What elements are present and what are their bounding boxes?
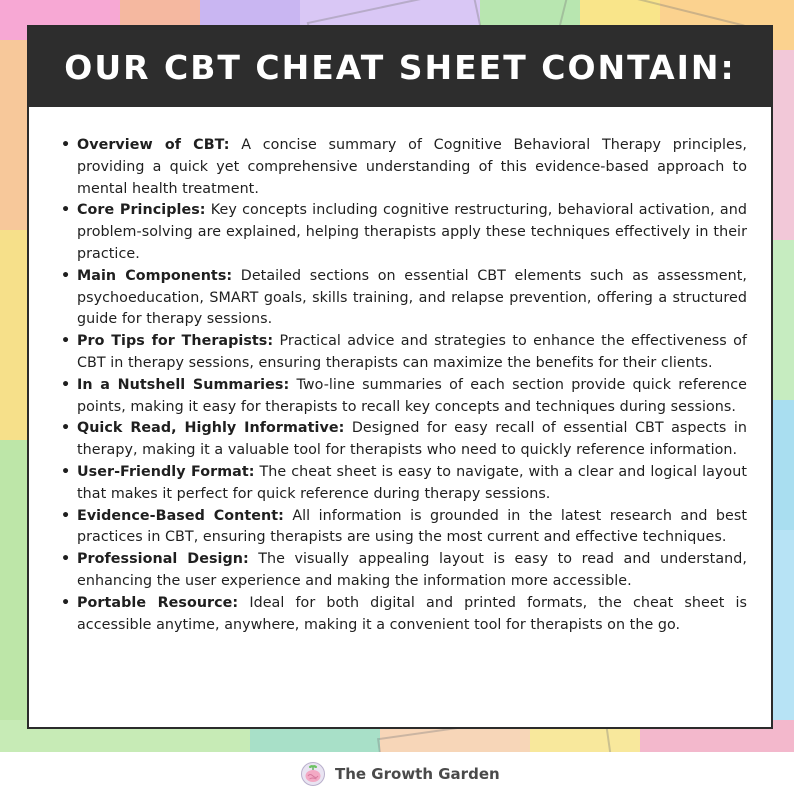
bullet-icon: •: [61, 267, 71, 284]
content-card: [27, 25, 773, 729]
feature-description: A concise summary of Cognitive Behavioral Therapy principles, providing a quick yet comprehensive understanding of this evidence-based approach to mental health treatment.: [77, 137, 747, 197]
bullet-icon: •: [61, 594, 71, 611]
list-item: [59, 135, 747, 200]
feature-description: The visually appealing layout is easy to read and understand, enhancing the user experience and making the information more accessible.: [77, 551, 747, 589]
list-item: [59, 266, 747, 331]
feature-description: Two-line summaries of each section provide quick reference points, making it easy for therapists to recall key concepts and techniques during sessions.: [77, 376, 748, 415]
list-item: [59, 375, 747, 419]
brand: [301, 761, 500, 787]
feature-description: Ideal for both digital and printed formats, the cheat sheet is accessible anytime, anywhere, making it a convenient tool for therapists on the go.: [77, 594, 747, 633]
bullet-icon: •: [61, 137, 71, 153]
feature-list: [59, 135, 747, 636]
feature-term: Evidence-Based Content:: [77, 507, 284, 524]
feature-description: Key concepts including cognitive restructuring, behavioral activation, and problem-solving are explained, helping therapists apply these techniques effectively in their practice.: [77, 202, 747, 262]
list-item: [59, 418, 747, 462]
feature-description: Practical advice and strategies to enhance the effectiveness of CBT in therapy sessions, ensuring therapists can maximize the benefits for their clients.: [77, 333, 747, 371]
bullet-icon: •: [61, 551, 71, 568]
bullet-icon: •: [61, 420, 71, 437]
list-item: [59, 462, 747, 506]
list-item: [59, 506, 747, 550]
list-item: [59, 331, 747, 375]
list-item: [59, 200, 747, 265]
feature-description: The cheat sheet is easy to navigate, with a clear and logical layout that makes it perfect for quick reference during therapy sessions.: [77, 463, 747, 502]
feature-term: Pro Tips for Therapists:: [77, 333, 274, 350]
feature-description: All information is grounded in the latest research and best practices in CBT, ensuring therapists are using the most current and effective techniques.: [77, 507, 747, 546]
title-banner: [29, 27, 771, 107]
bullet-icon: •: [61, 463, 71, 480]
page-title: OUR CBT CHEAT SHEET CONTAIN:: [64, 47, 736, 87]
feature-term: Quick Read, Highly Informative:: [77, 420, 345, 437]
bullet-icon: •: [61, 202, 71, 219]
feature-term: Core Principles:: [77, 202, 206, 219]
feature-term: Portable Resource:: [77, 594, 239, 611]
bullet-icon: •: [61, 376, 71, 393]
list-item: [59, 593, 747, 637]
bullet-icon: •: [61, 507, 71, 524]
feature-description: Detailed sections on essential CBT elements such as assessment, psychoeducation, SMART goals, skills training, and relapse prevention, offering a structured guide for therapy sessions.: [77, 267, 747, 328]
brain-sprout-icon: [301, 762, 325, 786]
feature-term: Professional Design:: [77, 551, 249, 568]
feature-term: Main Components:: [77, 267, 233, 284]
feature-term: Overview of CBT:: [77, 137, 230, 153]
list-item: [59, 549, 747, 593]
brand-name: The Growth Garden: [335, 765, 500, 783]
footer: [0, 752, 794, 794]
bullet-icon: •: [61, 333, 71, 350]
feature-term: In a Nutshell Summaries:: [77, 376, 290, 393]
feature-description: Designed for easy recall of essential CBT aspects in therapy, making it a valuable tool for therapists who need to quickly reference information.: [77, 420, 747, 459]
feature-term: User-Friendly Format:: [77, 463, 255, 480]
